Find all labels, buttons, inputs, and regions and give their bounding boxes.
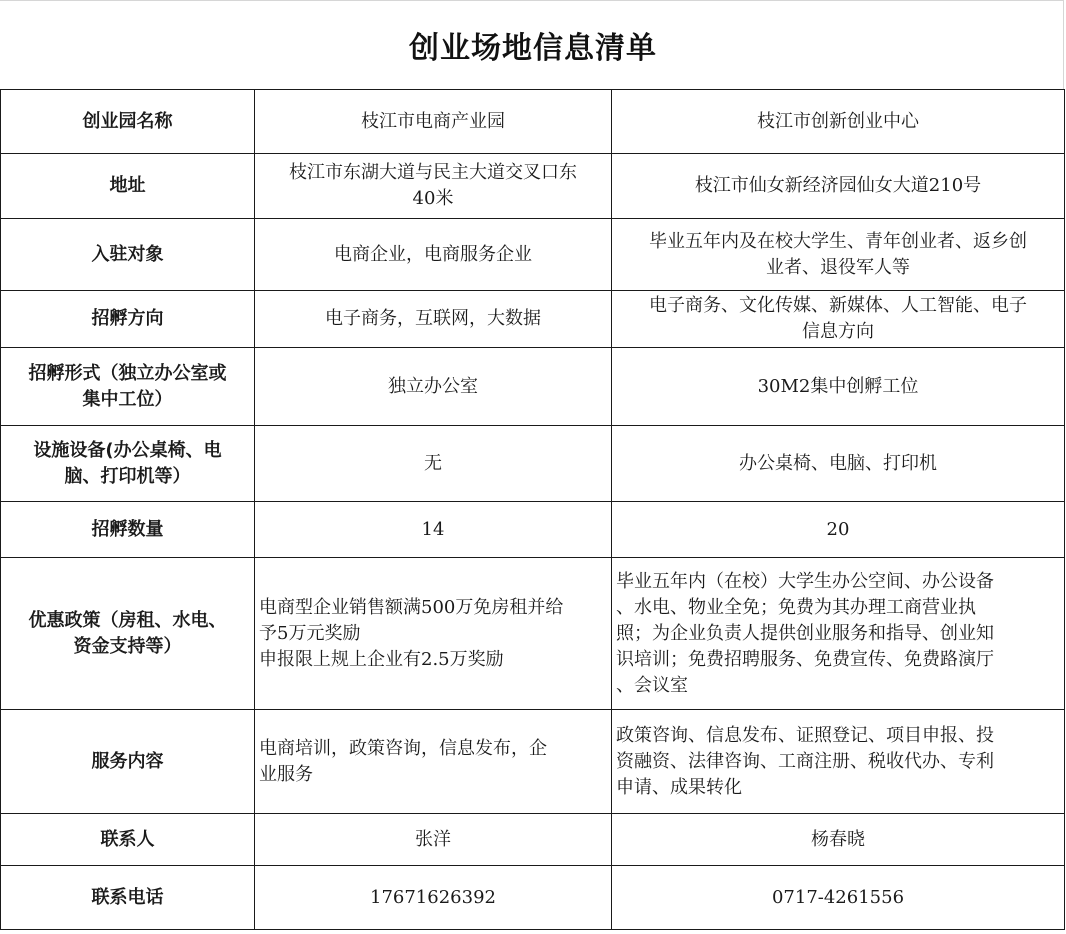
table-row bbox=[1, 426, 1065, 502]
col1-cell: 电商型企业销售额满500万免房租并给 予5万元奖励 申报限上规上企业有2.5万奖励 bbox=[255, 558, 612, 710]
row-label: 联系电话 bbox=[1, 866, 255, 930]
row-label: 优惠政策（房租、水电、 资金支持等） bbox=[1, 558, 255, 710]
col2-cell: 办公桌椅、电脑、打印机 bbox=[612, 426, 1065, 502]
row-label: 入驻对象 bbox=[1, 219, 255, 291]
row-label: 联系人 bbox=[1, 814, 255, 866]
table-row bbox=[1, 90, 1065, 154]
table-row bbox=[1, 866, 1065, 930]
col2-cell: 政策咨询、信息发布、证照登记、项目申报、投 资融资、法律咨询、工商注册、税收代办、专利 申请、成果转化 bbox=[612, 710, 1065, 814]
col1-cell: 枝江市东湖大道与民主大道交叉口东 40米 bbox=[255, 154, 612, 219]
col1-cell: 电子商务，互联网，大数据 bbox=[255, 291, 612, 348]
row-label: 招孵方向 bbox=[1, 291, 255, 348]
col2-cell: 毕业五年内及在校大学生、青年创业者、返乡创 业者、退役军人等 bbox=[612, 219, 1065, 291]
row-label: 服务内容 bbox=[1, 710, 255, 814]
col2-cell: 杨春晓 bbox=[612, 814, 1065, 866]
table-row bbox=[1, 710, 1065, 814]
col2-cell: 20 bbox=[612, 502, 1065, 558]
col2-cell: 枝江市仙女新经济园仙女大道210号 bbox=[612, 154, 1065, 219]
row-label: 招孵数量 bbox=[1, 502, 255, 558]
col2-cell: 电子商务、文化传媒、新媒体、人工智能、电子 信息方向 bbox=[612, 291, 1065, 348]
col1-cell: 无 bbox=[255, 426, 612, 502]
col1-cell: 电商培训，政策咨询，信息发布，企 业服务 bbox=[255, 710, 612, 814]
col1-cell: 14 bbox=[255, 502, 612, 558]
table-row bbox=[1, 219, 1065, 291]
row-label: 地址 bbox=[1, 154, 255, 219]
table-row bbox=[1, 502, 1065, 558]
table-row bbox=[1, 154, 1065, 219]
col1-cell: 枝江市电商产业园 bbox=[255, 90, 612, 154]
col2-cell: 毕业五年内（在校）大学生办公空间、办公设备 、水电、物业全免；免费为其办理工商营业执 照；为企业负责人提供创业服务和指导、创业知 识培训；免费招聘服务、免费宣传、免费路演厅 、会议室 bbox=[612, 558, 1065, 710]
info-table bbox=[0, 89, 1065, 930]
row-label: 招孵形式（独立办公室或 集中工位） bbox=[1, 348, 255, 426]
table-row bbox=[1, 291, 1065, 348]
row-label: 创业园名称 bbox=[1, 90, 255, 154]
col2-cell: 30M2集中创孵工位 bbox=[612, 348, 1065, 426]
page-title: 创业场地信息清单 bbox=[409, 31, 657, 66]
col1-cell: 张洋 bbox=[255, 814, 612, 866]
table-row bbox=[1, 348, 1065, 426]
col1-cell: 17671626392 bbox=[255, 866, 612, 930]
table-row bbox=[1, 558, 1065, 710]
col1-cell: 电商企业，电商服务企业 bbox=[255, 219, 612, 291]
col1-cell: 独立办公室 bbox=[255, 348, 612, 426]
col2-cell: 0717-4261556 bbox=[612, 866, 1065, 930]
table-row bbox=[1, 814, 1065, 866]
col2-cell: 枝江市创新创业中心 bbox=[612, 90, 1065, 154]
row-label: 设施设备(办公桌椅、电 脑、打印机等） bbox=[1, 426, 255, 502]
